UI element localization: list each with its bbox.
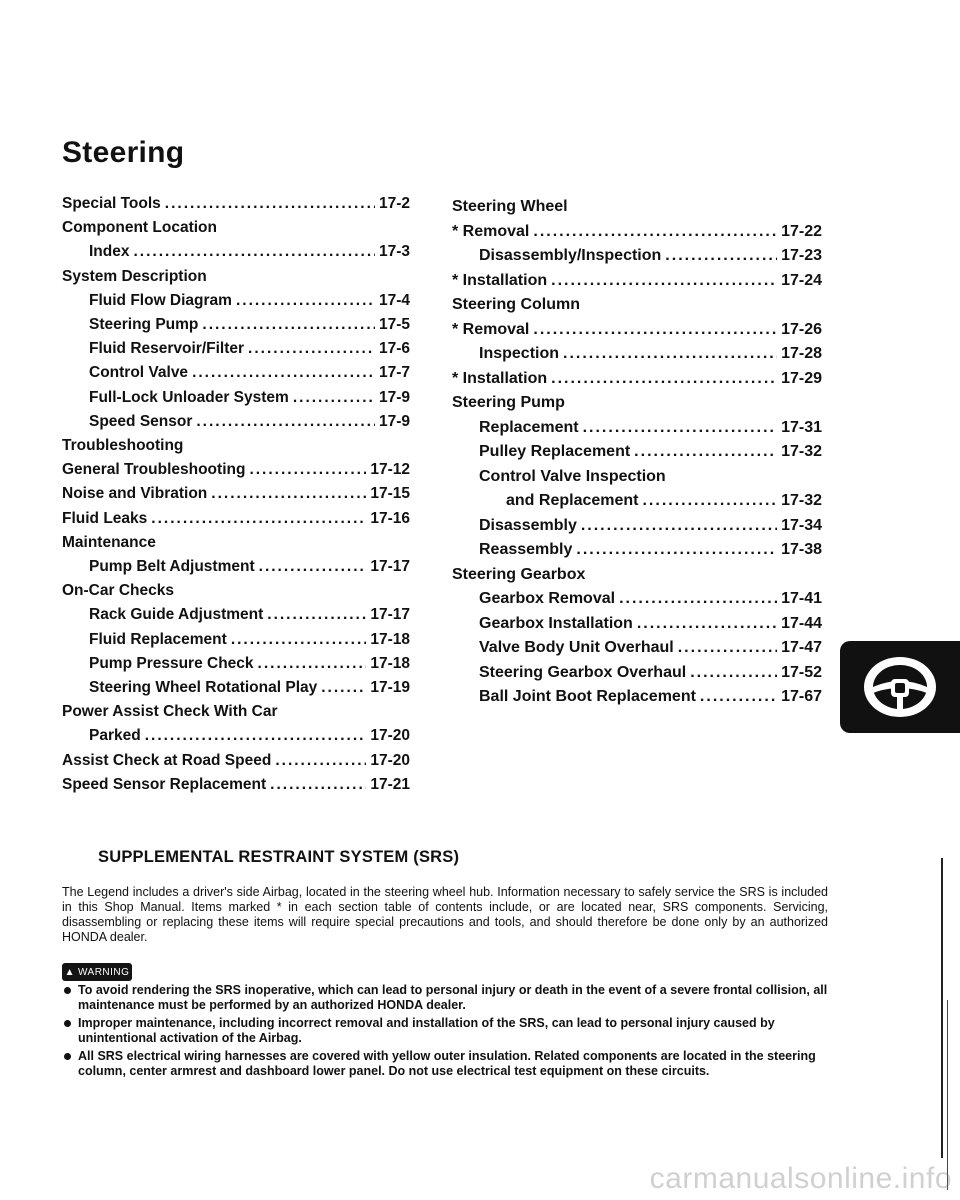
toc-entry[interactable] <box>62 558 410 580</box>
toc-entry[interactable] <box>62 195 410 217</box>
toc-entry-label: * Installation <box>452 369 548 387</box>
toc-leader-dots <box>551 272 777 290</box>
toc-entry[interactable] <box>62 243 410 265</box>
toc-entry[interactable] <box>62 292 410 314</box>
toc-entry-label: and Replacement <box>506 492 639 509</box>
toc-entry[interactable] <box>452 517 822 539</box>
toc-entry-label: * Removal <box>452 320 530 338</box>
toc-entry[interactable] <box>62 389 410 411</box>
toc-leader-dots <box>267 606 366 624</box>
toc-entry-label: On-Car Checks <box>62 582 174 600</box>
page-edge-line <box>941 858 943 1158</box>
toc-page-number: 17-28 <box>781 345 822 362</box>
toc-entry-label: Troubleshooting <box>62 437 184 454</box>
toc-entry <box>62 703 410 725</box>
toc-entry-label: Gearbox Installation <box>479 614 633 632</box>
toc-page-number: 17-32 <box>781 492 822 509</box>
toc-leader-dots <box>151 510 366 528</box>
toc-leader-dots <box>533 223 777 241</box>
toc-leader-dots <box>293 389 375 407</box>
steering-wheel-icon <box>860 653 940 721</box>
toc-entry-label: Steering Pump <box>89 316 199 333</box>
toc-leader-dots <box>211 485 366 503</box>
toc-page-number: 17-52 <box>781 663 822 681</box>
toc-leader-dots <box>249 461 366 479</box>
toc-entry-label: Gearbox Removal <box>479 590 616 607</box>
page-title: Steering <box>62 136 185 169</box>
toc-entry-label: Ball Joint Boot Replacement <box>479 688 696 705</box>
toc-entry <box>62 219 410 241</box>
toc-page-number: 17-9 <box>378 388 410 406</box>
warning-label: WARNING <box>77 966 130 978</box>
toc-page-number: 17-24 <box>781 271 822 289</box>
toc-page-number: 17-26 <box>781 320 822 338</box>
toc-leader-dots <box>551 370 777 388</box>
toc-entry-label: Maintenance <box>62 533 156 551</box>
toc-entry-label: Steering Wheel Rotational Play <box>89 679 318 696</box>
toc-entry[interactable] <box>62 510 410 532</box>
toc-page-number: 17-44 <box>781 614 822 632</box>
toc-leader-dots <box>321 679 366 697</box>
toc-leader-dots <box>236 292 375 310</box>
toc-entry <box>452 296 822 318</box>
toc-leader-dots <box>533 321 777 339</box>
toc-leader-dots <box>637 615 777 633</box>
warning-item: Improper maintenance, including incorrect removal and installation of the SRS, can lead to personal injury caused by unintentional activation of the Airbag. <box>62 1016 832 1046</box>
toc-page-number: 17-18 <box>370 654 410 672</box>
toc-page-number: 17-32 <box>781 443 822 460</box>
toc-entry[interactable] <box>62 727 410 749</box>
toc-page-number: 17-31 <box>781 418 822 436</box>
toc-entry-label: Fluid Flow Diagram <box>89 291 232 309</box>
toc-page-number: 17-29 <box>781 369 822 387</box>
toc-entry-label: General Troubleshooting <box>62 461 246 479</box>
warning-badge <box>62 963 132 981</box>
toc-page-number: 17-41 <box>781 590 822 607</box>
toc-entry-label: Full-Lock Unloader System <box>89 388 289 406</box>
toc-leader-dots <box>634 443 777 461</box>
toc-entry-label: Fluid Leaks <box>62 509 148 527</box>
toc-page-number: 17-2 <box>378 195 410 212</box>
toc-leader-dots <box>133 243 374 261</box>
toc-entry[interactable] <box>452 345 822 367</box>
toc-entry[interactable] <box>452 639 822 661</box>
toc-entry[interactable] <box>62 752 410 774</box>
toc-entry-label: Pulley Replacement <box>479 443 631 460</box>
toc-entry[interactable] <box>62 485 410 507</box>
toc-leader-dots <box>259 558 367 576</box>
toc-entry[interactable] <box>452 370 822 392</box>
toc-page-number: 17-19 <box>370 679 410 696</box>
toc-leader-dots <box>642 492 777 510</box>
toc-page-number: 17-20 <box>370 727 410 745</box>
toc-page-number: 17-7 <box>378 364 410 382</box>
toc-entry-label: Fluid Replacement <box>89 630 227 648</box>
toc-page-number: 17-23 <box>781 247 822 264</box>
toc-entry-label: Valve Body Unit Overhaul <box>479 639 674 656</box>
toc-entry[interactable] <box>62 776 410 798</box>
toc-entry[interactable] <box>452 541 822 563</box>
toc-leader-dots <box>192 364 375 382</box>
warning-list <box>62 983 832 1082</box>
toc-entry <box>452 566 822 588</box>
toc-entry[interactable] <box>452 492 822 514</box>
toc-page-number: 17-16 <box>370 509 410 527</box>
toc-page-number: 17-15 <box>370 485 410 503</box>
toc-leader-dots <box>275 752 366 770</box>
toc-entry-label: System Description <box>62 267 207 285</box>
toc-entry[interactable] <box>452 419 822 441</box>
toc-entry-label: * Removal <box>452 222 530 240</box>
toc-leader-dots <box>563 345 777 363</box>
toc-entry-label: Steering Gearbox <box>452 565 586 583</box>
toc-entry[interactable] <box>62 364 410 386</box>
toc-leader-dots <box>690 664 777 682</box>
toc-entry[interactable] <box>452 321 822 343</box>
section-tab[interactable] <box>840 641 960 733</box>
toc-leader-dots <box>196 413 375 431</box>
toc-page-number: 17-34 <box>781 516 822 534</box>
toc-page-number: 17-12 <box>370 461 410 479</box>
toc-page-number: 17-9 <box>378 412 410 430</box>
toc-entry-label: Disassembly/Inspection <box>479 247 662 264</box>
toc-entry[interactable] <box>62 606 410 628</box>
toc-entry-label: Fluid Reservoir/Filter <box>89 340 245 358</box>
toc-entry <box>62 534 410 556</box>
toc-entry <box>479 468 822 490</box>
watermark: carmanualsonline.info <box>649 1162 952 1195</box>
toc-leader-dots <box>231 631 367 649</box>
toc-entry[interactable] <box>62 461 410 483</box>
toc-entry[interactable] <box>62 340 410 362</box>
toc-entry-label: Pump Belt Adjustment <box>89 558 255 575</box>
toc-entry <box>452 198 822 220</box>
toc-leader-dots <box>678 639 777 657</box>
toc-entry[interactable] <box>62 413 410 435</box>
toc-entry-label: Assist Check at Road Speed <box>62 751 272 769</box>
warning-icon: ▲ <box>64 966 75 978</box>
toc-entry-label: Index <box>89 243 130 261</box>
toc-entry <box>62 582 410 604</box>
toc-entry-label: Steering Wheel <box>452 198 568 215</box>
toc-leader-dots <box>581 517 777 535</box>
toc-entry[interactable] <box>452 272 822 294</box>
toc-entry-label: Rack Guide Adjustment <box>89 606 264 624</box>
toc-leader-dots <box>576 541 777 559</box>
toc-entry[interactable] <box>452 443 822 465</box>
toc-entry-label: Replacement <box>479 418 579 436</box>
toc-entry-label: Disassembly <box>479 516 577 534</box>
toc-entry[interactable] <box>62 316 410 338</box>
toc-page-number: 17-4 <box>378 291 410 309</box>
toc-leader-dots <box>619 590 777 608</box>
toc-page-number: 17-38 <box>781 541 822 558</box>
toc-leader-dots <box>700 688 777 706</box>
toc-entry-label: Steering Column <box>452 296 581 313</box>
toc-page-number: 17-18 <box>370 630 410 648</box>
toc-leader-dots <box>665 247 777 265</box>
toc-entry-label: Parked <box>89 727 141 745</box>
toc-page-number: 17-21 <box>370 775 410 793</box>
toc-leader-dots <box>165 195 375 213</box>
srs-heading: SUPPLEMENTAL RESTRAINT SYSTEM (SRS) <box>98 848 460 866</box>
toc-entry[interactable] <box>62 655 410 677</box>
toc-entry-label: Component Location <box>62 219 217 237</box>
toc-entry-label: Control Valve <box>89 364 189 382</box>
toc-entry-label: Noise and Vibration <box>62 485 208 503</box>
toc-leader-dots <box>258 655 367 673</box>
toc-entry-label: Speed Sensor Replacement <box>62 775 267 793</box>
toc-leader-dots <box>248 340 375 358</box>
toc-entry-label: * Installation <box>452 271 548 289</box>
toc-entry-label: Inspection <box>479 345 560 362</box>
toc-page-number: 17-17 <box>370 606 410 624</box>
toc-page-number: 17-6 <box>378 340 410 358</box>
toc-entry-label: Reassembly <box>479 541 573 558</box>
toc-entry[interactable] <box>62 631 410 653</box>
toc-entry <box>452 394 822 416</box>
toc-leader-dots <box>270 776 366 794</box>
toc-entry-label: Steering Gearbox Overhaul <box>479 663 687 681</box>
toc-entry[interactable] <box>452 615 822 637</box>
toc-entry[interactable] <box>452 664 822 686</box>
toc-entry[interactable] <box>452 223 822 245</box>
toc-leader-dots <box>145 727 367 745</box>
toc-page-number: 17-3 <box>378 243 410 261</box>
toc-page-number: 17-20 <box>370 751 410 769</box>
toc-entry[interactable] <box>452 247 822 269</box>
srs-paragraph: The Legend includes a driver's side Airbag, located in the steering wheel hub. Information necessary to safely service the SRS is included in this Shop Manual. Items marked * in each section table of contents include, or are located near, SRS components. Servicing, disassembling or replacing these items will require special precautions and tools, and should therefore be done only by an authorized HONDA dealer. <box>62 885 828 944</box>
toc-entry-label: Speed Sensor <box>89 412 193 430</box>
warning-item: All SRS electrical wiring harnesses are covered with yellow outer insulation. Related components are located in the steering column, center armrest and dashboard lower panel. Do not use electrical test equipment on these circuits. <box>62 1049 832 1079</box>
toc-page-number: 17-67 <box>781 688 822 705</box>
toc-entry-label: Control Valve Inspection <box>479 467 666 485</box>
toc-entry-label: Special Tools <box>62 195 161 212</box>
toc-page-number: 17-5 <box>378 316 410 333</box>
toc-entry-label: Steering Pump <box>452 394 565 411</box>
toc-entry[interactable] <box>452 688 822 710</box>
toc-page-number: 17-17 <box>370 558 410 575</box>
warning-item: To avoid rendering the SRS inoperative, which can lead to personal injury or death in the event of a severe frontal collision, all maintenance must be performed by an authorized HONDA dealer. <box>62 983 832 1013</box>
toc-entry[interactable] <box>452 590 822 612</box>
toc-page-number: 17-47 <box>781 639 822 656</box>
toc-entry <box>62 268 410 290</box>
toc-entry[interactable] <box>62 679 410 701</box>
toc-page-number: 17-22 <box>781 222 822 240</box>
toc-leader-dots <box>202 316 375 334</box>
toc-leader-dots <box>583 419 777 437</box>
toc-entry-label: Pump Pressure Check <box>89 654 254 672</box>
toc-entry <box>62 437 410 459</box>
toc-entry-label: Power Assist Check With Car <box>62 703 278 721</box>
